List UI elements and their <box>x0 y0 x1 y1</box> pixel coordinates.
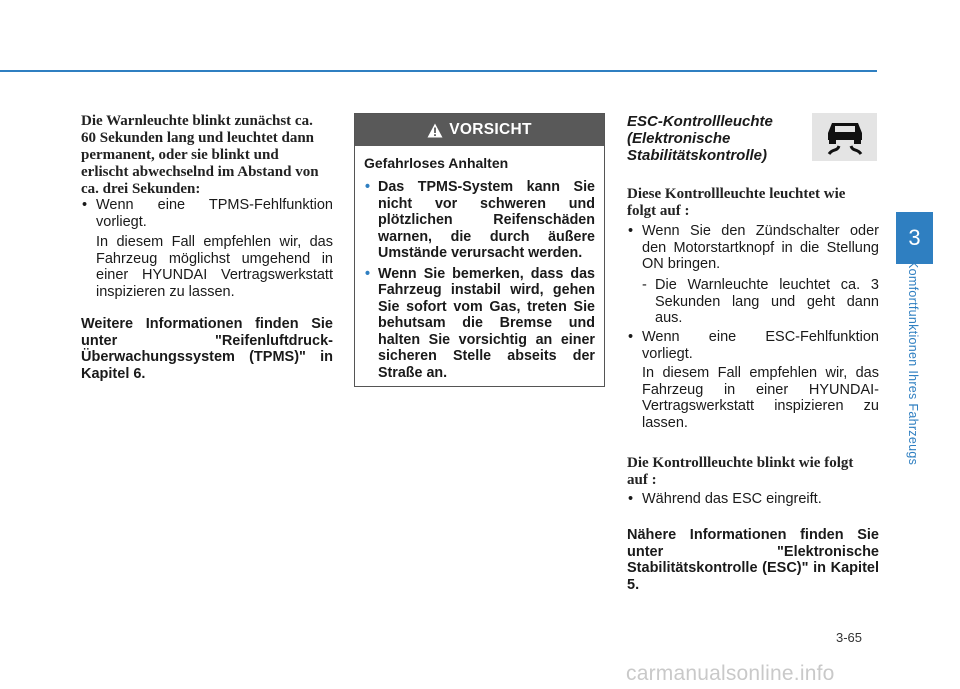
caution-item: • Das TPMS-System kann Sie nicht vor schweren und plötzlichen Reifenschäden warnen, die durch äußere Umstände verursacht werden. <box>364 179 595 262</box>
esc-on-heading: Diese Kontrollleuchte leuchtet wie folgt auf : <box>627 186 846 219</box>
caution-title: VORSICHT <box>449 121 532 138</box>
tpms-more-info: Weitere Informationen finden Sie unter "Reifenluftdruck-Überwachungssystem (TPMS)" in Kapitel 6. <box>81 316 333 382</box>
caution-item: • Wenn Sie bemerken, dass das Fahrzeug instabil wird, gehen Sie sofort vom Gas, treten Sie behutsam die Bremse und halten Sie vorsichtig an einer sicheren Stelle abseits der Straße an. <box>364 266 595 382</box>
esc-section-title: ESC-Kontrollleuchte (Elektronische Stabilitätskontrolle) <box>627 113 773 164</box>
chapter-tab <box>896 212 933 264</box>
esc-skidding-car-icon <box>812 113 877 161</box>
esc-blink-heading: Die Kontrollleuchte blinkt wie folgt auf : <box>627 455 854 488</box>
ignition-bullet: • Wenn Sie den Zündschalter oder den Motorstartknopf in die Stellung ON bringen. <box>627 223 879 273</box>
chapter-label: Komfortfunktionen Ihres Fahrzeugs <box>906 260 920 466</box>
tpms-fault-bullet: • Wenn eine TPMS-Fehlfunktion vorliegt. <box>81 197 333 230</box>
page-number: 3-65 <box>836 630 863 645</box>
warning-triangle-icon <box>427 123 443 138</box>
caution-header <box>355 114 604 146</box>
esc-more-info: Nähere Informationen finden Sie unter "Elektronische Stabilitätskontrolle (ESC)" in Kapitel 5. <box>627 527 879 593</box>
chapter-side-label <box>904 260 924 490</box>
chapter-number: 3 <box>908 225 921 250</box>
top-rule <box>0 70 877 72</box>
warning-light-heading: Die Warnleuchte blinkt zunächst ca. 60 Sekunden lang und leuchtet dann permanent, oder sie blinkt und erlischt abwechselnd im Abstand von ca. drei Sekunden: <box>81 113 319 197</box>
caution-subtitle: Gefahrloses Anhalten <box>364 155 509 171</box>
esc-fault-bullet: • Wenn eine ESC-Fehlfunktion vorliegt. <box>627 329 879 362</box>
watermark: carmanualsonline.info <box>626 662 835 685</box>
caution-box <box>354 113 605 387</box>
tpms-advice-paragraph: In diesem Fall empfehlen wir, das Fahrzeug möglichst umgehend in einer HYUNDAI Vertragswerkstatt inspizieren zu lassen. <box>96 234 333 300</box>
esc-advice-paragraph: In diesem Fall empfehlen wir, das Fahrzeug in einer HYUNDAI-Vertragswerkstatt inspizieren zu lassen. <box>642 365 879 431</box>
esc-active-bullet: • Während das ESC eingreift. <box>627 491 879 508</box>
lamp-duration-dash: - Die Warnleuchte leuchtet ca. 3 Sekunden lang und geht dann aus. <box>627 277 879 327</box>
